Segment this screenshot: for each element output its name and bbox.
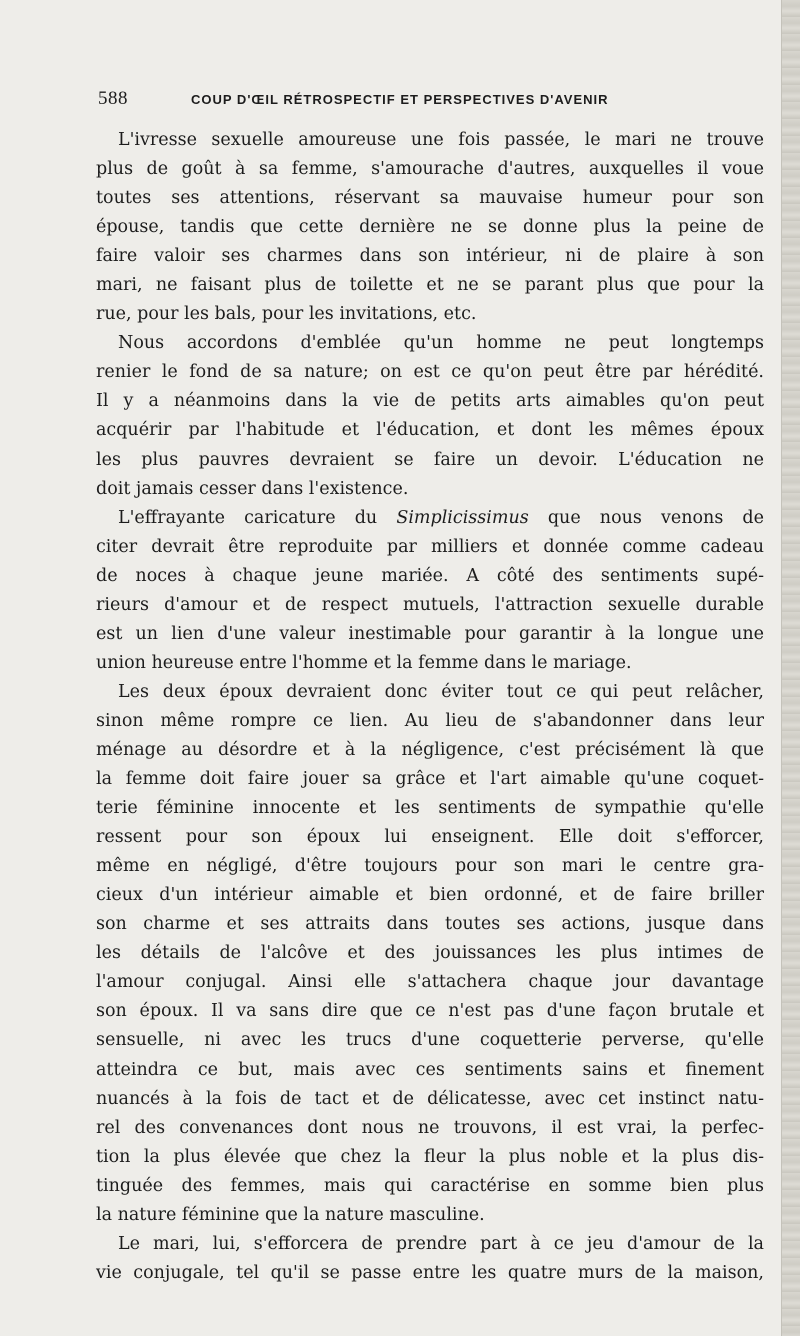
text-line: Il y a néanmoins dans la vie de petits arts aimables qu'on peut — [96, 391, 764, 412]
text-line: son charme et ses attraits dans toutes ses actions, jusque dans — [96, 914, 764, 935]
text-line: de noces à chaque jeune mariée. A côté des sentiments supé- — [96, 565, 764, 586]
text-line: mari, ne faisant plus de toilette et ne se parant plus que pour la — [96, 275, 764, 296]
text-line: atteindra ce but, mais avec ces sentiments sains et finement — [96, 1059, 764, 1080]
text-line: même en négligé, d'être toujours pour son mari le centre gra- — [96, 856, 764, 877]
text-line: L'ivresse sexuelle amoureuse une fois passée, le mari ne trouve — [118, 130, 764, 150]
text-line: Nous accordons d'emblée qu'un homme ne peut longtemps — [118, 333, 764, 354]
text-line: cieux d'un intérieur aimable et bien ordonné, et de faire briller — [96, 885, 764, 906]
italic-title: Simplicissimus — [396, 507, 529, 528]
body-text — [96, 126, 764, 1288]
text-line: Le mari, lui, s'efforcera de prendre part à ce jeu d'amour de la — [118, 1233, 764, 1254]
text-line: renier le fond de sa nature; on est ce qu'on peut être par hérédité. — [96, 362, 764, 383]
text-line: doit jamais cesser dans l'existence. — [96, 478, 409, 499]
page-edge — [781, 0, 800, 1336]
text-line: la femme doit faire jouer sa grâce et l'art aimable qu'une coquet- — [96, 769, 764, 790]
text-line: l'amour conjugal. Ainsi elle s'attachera chaque jour davantage — [96, 972, 764, 993]
text-line: les détails de l'alcôve et des jouissances les plus intimes de — [96, 943, 764, 964]
text-line: sensuelle, ni avec les trucs d'une coquetterie perverse, qu'elle — [96, 1030, 764, 1051]
text-line: tion la plus élevée que chez la fleur la plus noble et la plus dis- — [96, 1146, 764, 1167]
text-line: ressent pour son époux lui enseignent. Elle doit s'efforcer, — [96, 827, 764, 848]
text-line: Les deux époux devraient donc éviter tout ce qui peut relâcher, — [118, 681, 764, 702]
text-line: vie conjugale, tel qu'il se passe entre les quatre murs de la maison, — [96, 1262, 764, 1283]
text-line: rieurs d'amour et de respect mutuels, l'attraction sexuelle durable — [96, 594, 764, 615]
text-line: ménage au désordre et à la négligence, c'est précisément là que — [96, 739, 764, 760]
text-line: acquérir par l'habitude et l'éducation, et dont les mêmes époux — [96, 420, 764, 441]
running-title: COUP D'ŒIL RÉTROSPECTIF ET PERSPECTIVES D'AVENIR — [191, 92, 609, 107]
text-line: nuancés à la fois de tact et de délicatesse, avec cet instinct natu- — [96, 1088, 764, 1109]
text-line: faire valoir ses charmes dans son intérieur, ni de plaire à son — [96, 246, 764, 267]
page-header — [0, 88, 800, 112]
text-line: toutes ses attentions, réservant sa mauvaise humeur pour son — [96, 188, 764, 209]
text-line: union heureuse entre l'homme et la femme dans le mariage. — [96, 652, 632, 673]
text-line: épouse, tandis que cette dernière ne se donne plus la peine de — [96, 217, 764, 238]
text-line: les plus pauvres devraient se faire un devoir. L'éducation ne — [96, 449, 764, 470]
text-line: plus de goût à sa femme, s'amourache d'autres, auxquelles il voue — [96, 159, 764, 180]
text-line: L'effrayante caricature du Simplicissimus que nous venons de — [118, 507, 764, 528]
text-line: la nature féminine que la nature masculine. — [96, 1204, 485, 1225]
text-line: son époux. Il va sans dire que ce n'est pas d'une façon brutale et — [96, 1001, 764, 1022]
text-line: est un lien d'une valeur inestimable pour garantir à la longue une — [96, 623, 764, 644]
text-line: tinguée des femmes, mais qui caractérise en somme bien plus — [96, 1175, 764, 1196]
text-line: rel des convenances dont nous ne trouvons, il est vrai, la perfec- — [96, 1117, 764, 1138]
page-number: 588 — [98, 88, 128, 109]
text-line: rue, pour les bals, pour les invitations, etc. — [96, 304, 477, 325]
text-line: sinon même rompre ce lien. Au lieu de s'abandonner dans leur — [96, 710, 764, 731]
text-line: citer devrait être reproduite par milliers et donnée comme cadeau — [96, 536, 764, 557]
text-line: terie féminine innocente et les sentiments de sympathie qu'elle — [96, 798, 764, 819]
